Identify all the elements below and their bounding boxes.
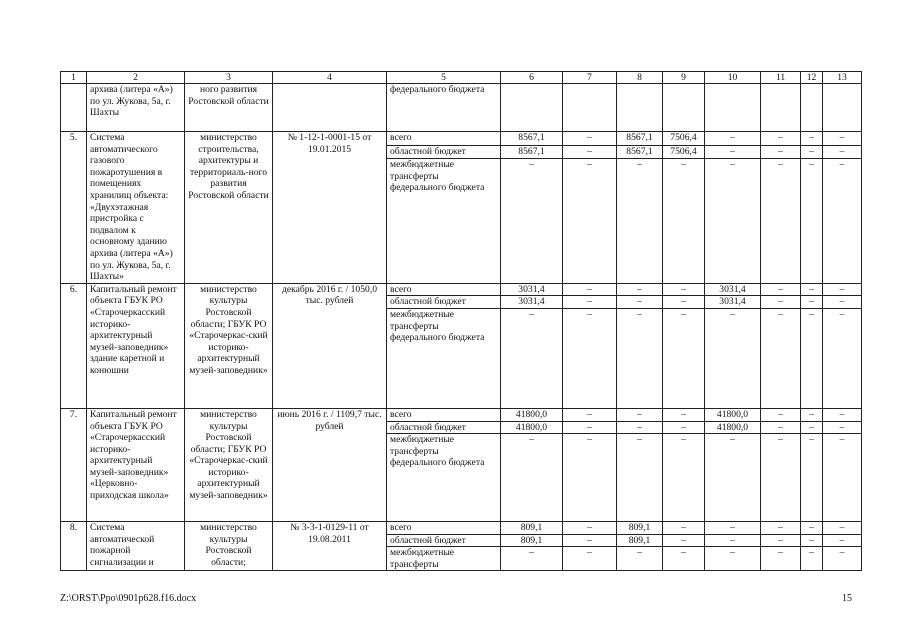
value-cell: 41800,0 <box>501 421 563 434</box>
document-ref-cell: июнь 2016 г. / 1109,7 тыс. рублей <box>273 408 387 521</box>
value-cell: – <box>761 132 801 146</box>
value-cell: 3031,4 <box>501 296 563 309</box>
funding-source-cell: всего <box>387 283 501 296</box>
value-cell: 8567,1 <box>617 132 663 146</box>
value-cell: – <box>617 283 663 296</box>
document-ref-cell: № 1-12-1-0001-15 от 19.01.2015 <box>273 132 387 284</box>
responsible-org-cell: министерство строительства, архитектуры и территориаль-ного развития Ростовской области <box>185 132 273 284</box>
value-cell: – <box>563 434 617 522</box>
value-cell: – <box>761 283 801 296</box>
column-header: 8 <box>617 72 663 84</box>
column-header: 3 <box>185 72 273 84</box>
value-cell: – <box>501 547 563 571</box>
value-cell: – <box>563 132 617 146</box>
value-cell: – <box>801 283 823 296</box>
value-cell: – <box>617 308 663 408</box>
value-cell: – <box>823 145 862 159</box>
value-cell: – <box>761 547 801 571</box>
table-row <box>61 522 862 535</box>
empty-cell <box>823 84 862 132</box>
value-cell: – <box>823 408 862 421</box>
value-cell: – <box>563 159 617 284</box>
empty-cell <box>705 84 761 132</box>
value-cell: 41800,0 <box>705 421 761 434</box>
value-cell: – <box>801 522 823 535</box>
value-cell: – <box>761 534 801 547</box>
empty-cell <box>501 84 563 132</box>
value-cell: – <box>705 434 761 522</box>
funding-source-cell: межбюджетные трансферты федерального бюджета <box>387 434 501 522</box>
cont-source-cell: федерального бюджета <box>387 84 501 132</box>
funding-source-cell: всего <box>387 522 501 535</box>
value-cell: – <box>705 547 761 571</box>
empty-cell <box>761 84 801 132</box>
value-cell: 8567,1 <box>501 132 563 146</box>
value-cell: 3031,4 <box>501 283 563 296</box>
value-cell: – <box>823 547 862 571</box>
column-header: 4 <box>273 72 387 84</box>
value-cell: – <box>801 132 823 146</box>
value-cell: – <box>705 534 761 547</box>
column-header: 12 <box>801 72 823 84</box>
value-cell: – <box>563 283 617 296</box>
value-cell: – <box>823 434 862 522</box>
table-row <box>61 283 862 296</box>
value-cell: – <box>761 145 801 159</box>
value-cell: – <box>563 547 617 571</box>
funding-source-cell: межбюджетные трансферты федерального бюджета <box>387 308 501 408</box>
cont-number-cell <box>61 84 87 132</box>
value-cell: – <box>501 159 563 284</box>
responsible-org-cell: министерство культуры Ростовской области; ГБУК РО «Старочеркас-ский историко-архитектурный музей-заповедник» <box>185 408 273 521</box>
cont-doc-cell <box>273 84 387 132</box>
column-header: 5 <box>387 72 501 84</box>
row-number-cell: 7. <box>61 408 87 521</box>
value-cell: – <box>705 159 761 284</box>
table-row <box>61 408 862 421</box>
empty-cell <box>563 84 617 132</box>
value-cell: – <box>501 308 563 408</box>
responsible-org-cell: министерство культуры Ростовской области; ГБУК РО «Старочеркас-ский историко-архитектурный музей-заповедник» <box>185 283 273 408</box>
funding-source-cell: всего <box>387 132 501 146</box>
value-cell: – <box>801 145 823 159</box>
object-name-cell: Капитальный ремонт объекта ГБУК РО «Старочеркасский историко-архитектурный музей-заповедник» здание каретной и конюшни <box>87 283 185 408</box>
value-cell: 8567,1 <box>617 145 663 159</box>
value-cell: – <box>563 534 617 547</box>
value-cell: – <box>617 159 663 284</box>
value-cell: – <box>563 296 617 309</box>
value-cell: – <box>663 534 705 547</box>
value-cell: – <box>617 547 663 571</box>
file-path: Z:\ORST\Ppo\0901p628.f16.docx <box>60 593 197 604</box>
value-cell: – <box>563 408 617 421</box>
column-number-row <box>61 72 862 84</box>
value-cell: – <box>563 522 617 535</box>
row-number-cell: 5. <box>61 132 87 284</box>
column-header: 1 <box>61 72 87 84</box>
value-cell: – <box>823 159 862 284</box>
object-name-cell: Система автоматической пожарной сигнализации и <box>87 522 185 571</box>
column-header: 10 <box>705 72 761 84</box>
value-cell: 8567,1 <box>501 145 563 159</box>
value-cell: – <box>663 296 705 309</box>
value-cell: 3031,4 <box>705 296 761 309</box>
value-cell: – <box>663 408 705 421</box>
value-cell: – <box>563 145 617 159</box>
value-cell: – <box>823 522 862 535</box>
continuation-row <box>61 84 862 132</box>
value-cell: – <box>801 421 823 434</box>
document-ref-cell: декабрь 2016 г. / 1050,0 тыс. рублей <box>273 283 387 408</box>
value-cell: – <box>663 421 705 434</box>
value-cell: – <box>761 296 801 309</box>
value-cell: – <box>801 296 823 309</box>
value-cell: – <box>563 421 617 434</box>
row-number-cell: 8. <box>61 522 87 571</box>
value-cell: – <box>501 434 563 522</box>
value-cell: – <box>705 308 761 408</box>
object-name-cell: Система автоматического газового пожаротушения в помещениях хранилищ объекта: «Двухэтажная пристройка с подвалом к основному зданию архива (литера «А») по ул. Жукова, 5а, г. Шахты» <box>87 132 185 284</box>
value-cell: – <box>617 408 663 421</box>
column-header: 13 <box>823 72 862 84</box>
value-cell: – <box>801 159 823 284</box>
empty-cell <box>801 84 823 132</box>
value-cell: – <box>761 421 801 434</box>
value-cell: – <box>663 159 705 284</box>
value-cell: – <box>761 522 801 535</box>
value-cell: 809,1 <box>617 534 663 547</box>
column-header: 11 <box>761 72 801 84</box>
value-cell: – <box>801 547 823 571</box>
column-header: 9 <box>663 72 705 84</box>
funding-source-cell: межбюджетные трансферты <box>387 547 501 571</box>
value-cell: – <box>663 283 705 296</box>
value-cell: – <box>823 308 862 408</box>
table-row <box>61 132 862 146</box>
value-cell: – <box>801 408 823 421</box>
value-cell: – <box>823 296 862 309</box>
funding-source-cell: всего <box>387 408 501 421</box>
value-cell: – <box>761 434 801 522</box>
value-cell: 3031,4 <box>705 283 761 296</box>
value-cell: – <box>823 132 862 146</box>
value-cell: – <box>801 308 823 408</box>
value-cell: 7506,4 <box>663 145 705 159</box>
document-ref-cell: № 3-3-1-0129-11 от 19.08.2011 <box>273 522 387 571</box>
funding-source-cell: межбюджетные трансферты федерального бюджета <box>387 159 501 284</box>
value-cell: 809,1 <box>501 522 563 535</box>
value-cell: – <box>617 296 663 309</box>
value-cell: – <box>663 434 705 522</box>
value-cell: – <box>801 534 823 547</box>
funding-source-cell: областной бюджет <box>387 421 501 434</box>
object-name-cell: Капитальный ремонт объекта ГБУК РО «Старочеркасский историко-архитектурный музей-заповедник» «Церковно-приходская школа» <box>87 408 185 521</box>
value-cell: – <box>663 522 705 535</box>
value-cell: 809,1 <box>501 534 563 547</box>
row-number-cell: 6. <box>61 283 87 408</box>
responsible-org-cell: министерство культуры Ростовской области; <box>185 522 273 571</box>
column-header: 6 <box>501 72 563 84</box>
value-cell: 7506,4 <box>663 132 705 146</box>
cont-name-cell: архива (литера «А») по ул. Жукова, 5а, г. Шахты <box>87 84 185 132</box>
value-cell: – <box>705 132 761 146</box>
value-cell: 41800,0 <box>501 408 563 421</box>
value-cell: – <box>705 522 761 535</box>
page-number: 15 <box>842 593 852 604</box>
value-cell: – <box>823 283 862 296</box>
value-cell: – <box>823 534 862 547</box>
value-cell: – <box>801 434 823 522</box>
value-cell: – <box>761 159 801 284</box>
empty-cell <box>663 84 705 132</box>
funding-source-cell: областной бюджет <box>387 145 501 159</box>
funding-source-cell: областной бюджет <box>387 534 501 547</box>
value-cell: – <box>705 145 761 159</box>
financing-table <box>60 71 862 571</box>
value-cell: – <box>617 421 663 434</box>
value-cell: 809,1 <box>617 522 663 535</box>
value-cell: – <box>663 308 705 408</box>
empty-cell <box>617 84 663 132</box>
value-cell: 41800,0 <box>705 408 761 421</box>
value-cell: – <box>563 308 617 408</box>
value-cell: – <box>823 421 862 434</box>
value-cell: – <box>761 308 801 408</box>
cont-org-cell: ного развития Ростовской области <box>185 84 273 132</box>
value-cell: – <box>663 547 705 571</box>
value-cell: – <box>617 434 663 522</box>
value-cell: – <box>761 408 801 421</box>
column-header: 7 <box>563 72 617 84</box>
funding-source-cell: областной бюджет <box>387 296 501 309</box>
column-header: 2 <box>87 72 185 84</box>
